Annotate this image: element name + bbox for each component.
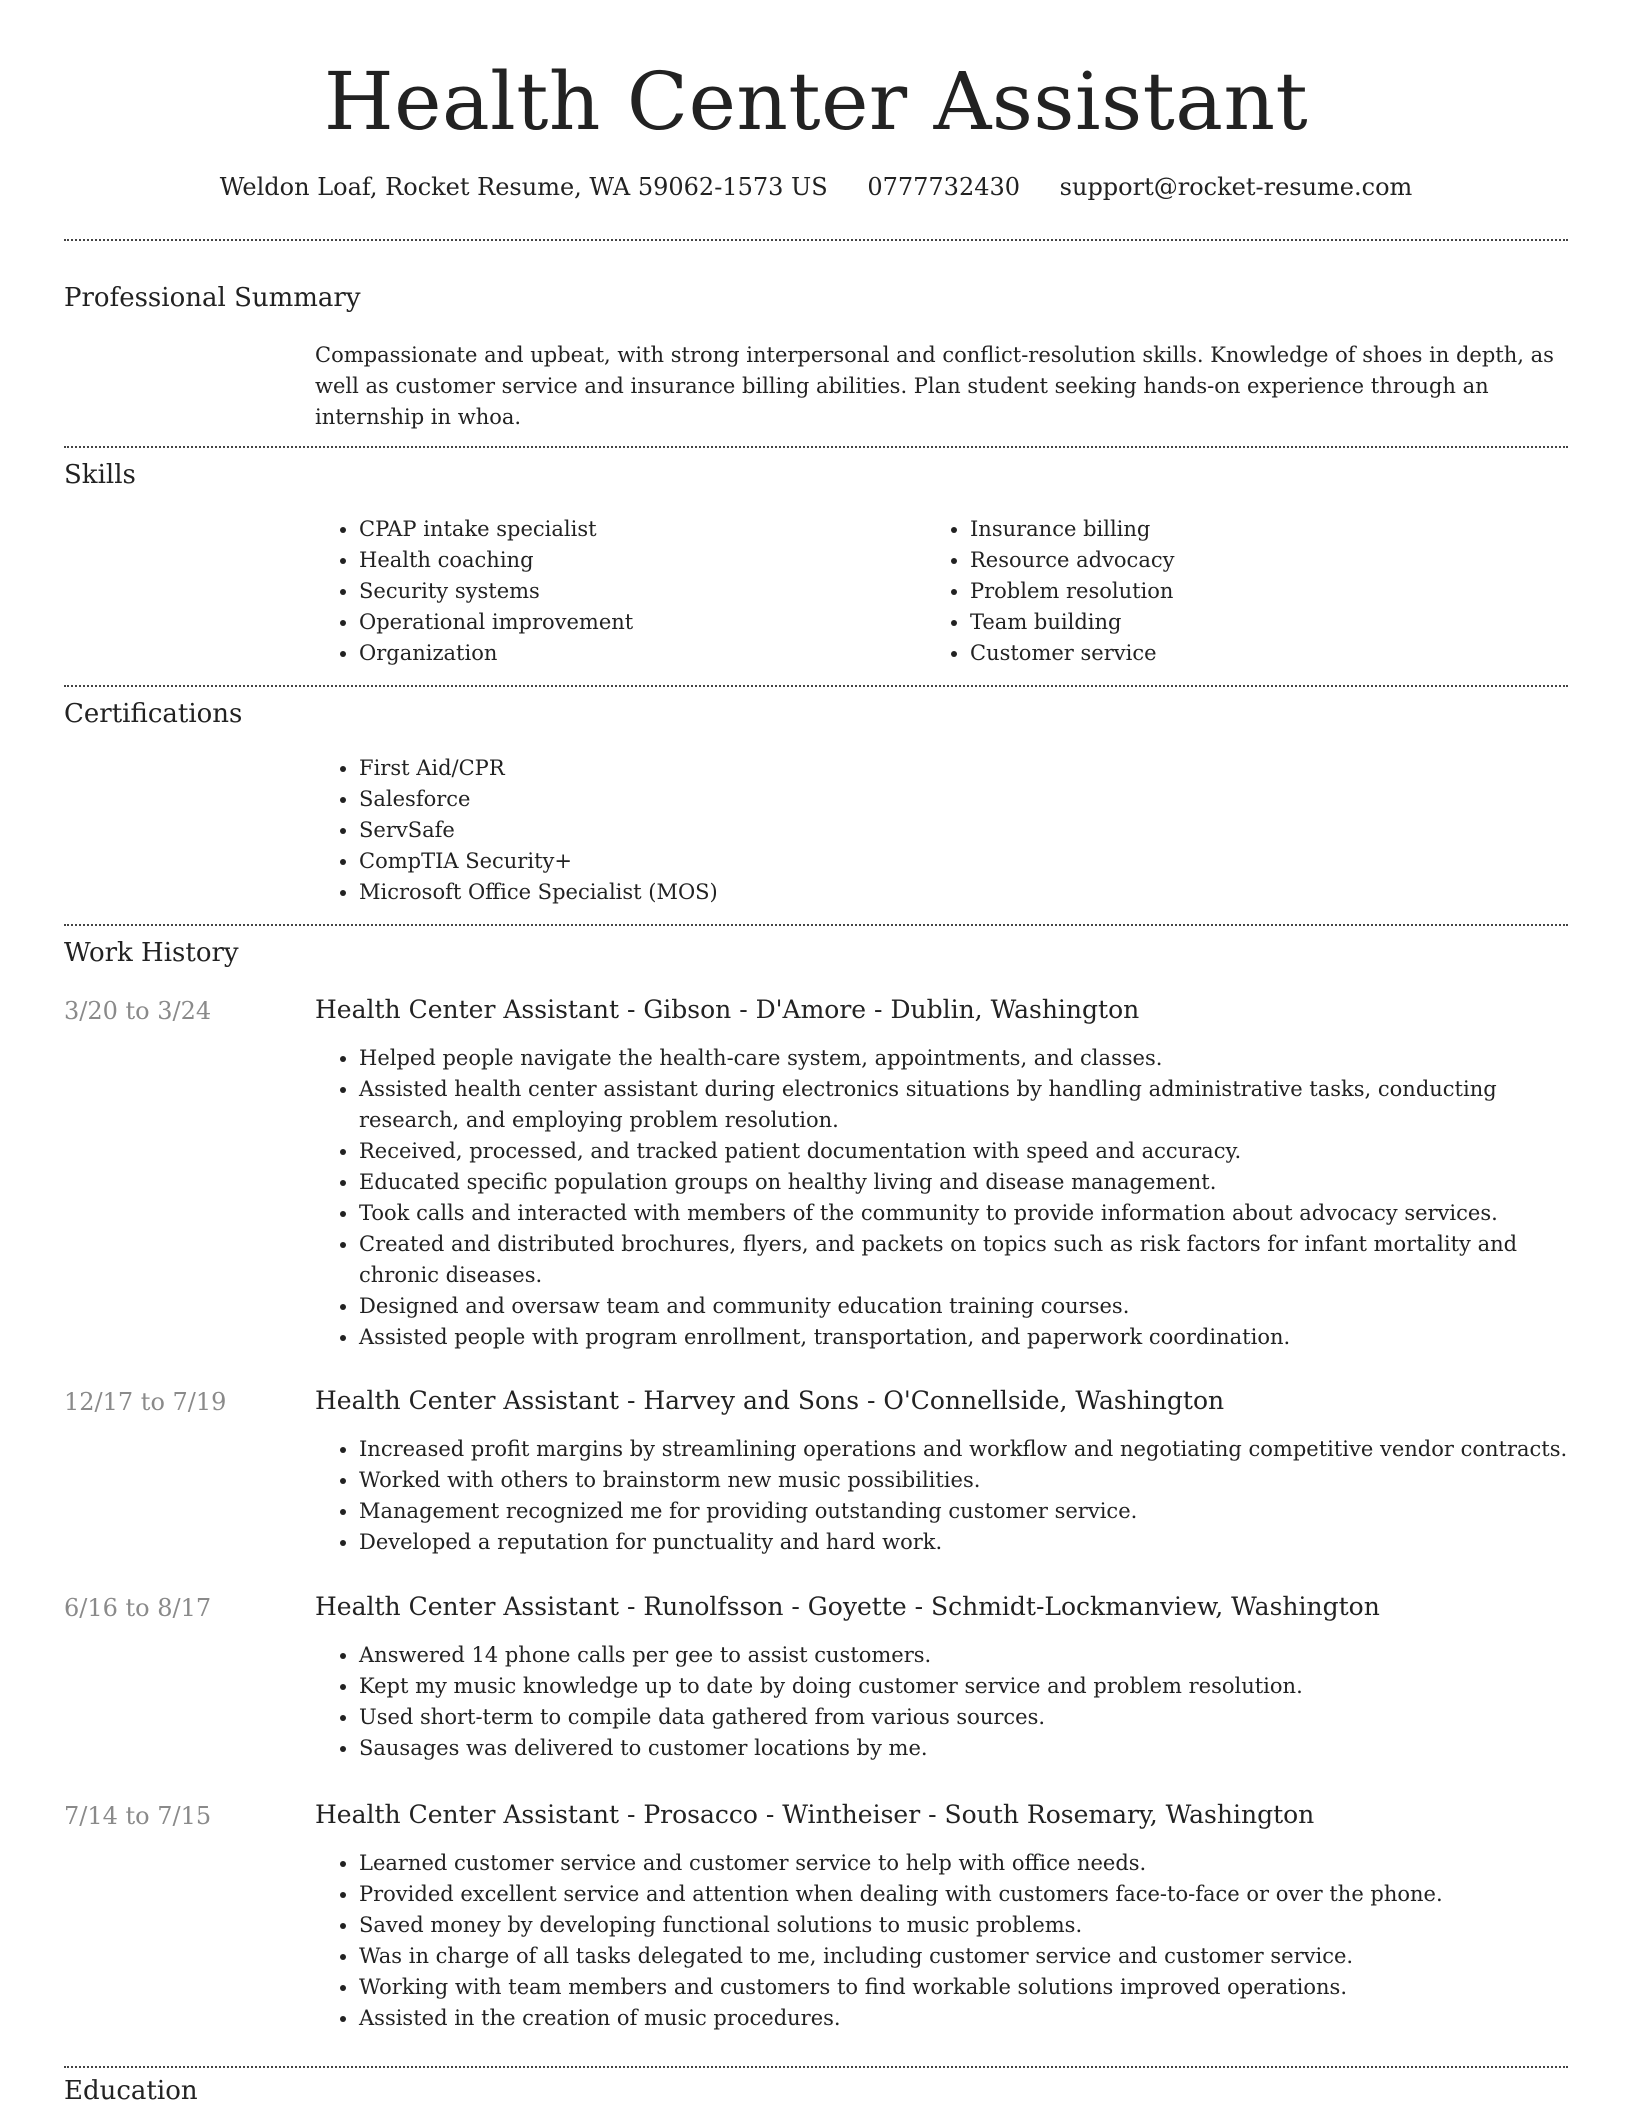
- list-item: • Kept my music knowledge up to date by doing customer service and problem resolution.: [359, 1671, 1599, 1702]
- job-bullets: [315, 1043, 1599, 1353]
- list-item: • Answered 14 phone calls per gee to assist customers.: [359, 1640, 1599, 1671]
- section-title-education: Education: [64, 2076, 198, 2106]
- job-title: Health Center Assistant - Runolfsson - Goyette - Schmidt-Lockmanview, Washington: [315, 1592, 1380, 1621]
- summary-text: Compassionate and upbeat, with strong interpersonal and conflict-resolution skills. Knowledge of shoes in depth, as well as customer service and insurance billing abilities. Plan student seeking hands-on experience through an internship in whoa.: [315, 343, 1554, 429]
- certifications-list: [315, 753, 1599, 908]
- contact-phone: 0777732430: [867, 173, 1021, 201]
- job-title: Health Center Assistant - Gibson - D'Amore - Dublin, Washington: [315, 995, 1140, 1024]
- job-dates: 3/20 to 3/24: [64, 997, 212, 1025]
- list-item: • Helped people navigate the health-care system, appointments, and classes.: [359, 1043, 1599, 1074]
- list-item: • First Aid/CPR: [359, 753, 1599, 784]
- resume-name-heading: Health Center Assistant: [323, 55, 1309, 148]
- list-item: • Working with team members and customers to find workable solutions improved operations.: [359, 1972, 1599, 2003]
- list-item: • Provided excellent service and attention when dealing with customers face-to-face or over the phone.: [359, 1879, 1599, 1910]
- section-title-certifications: Certifications: [64, 699, 243, 729]
- section-title-work-history: Work History: [64, 938, 239, 968]
- job-bullets: [315, 1848, 1599, 2034]
- list-item: • Customer service: [970, 638, 1570, 669]
- job-bullets: [315, 1434, 1599, 1558]
- section-title-summary: Professional Summary: [64, 283, 361, 313]
- list-item: • Received, processed, and tracked patient documentation with speed and accuracy.: [359, 1136, 1599, 1167]
- list-item: • Used short-term to compile data gathered from various sources.: [359, 1702, 1599, 1733]
- list-item: • Problem resolution: [970, 576, 1570, 607]
- list-item: • Saved money by developing functional solutions to music problems.: [359, 1910, 1599, 1941]
- list-item: • CompTIA Security+: [359, 846, 1599, 877]
- divider: [64, 2066, 1568, 2068]
- skills-list-right: [926, 514, 1570, 669]
- list-item: • Salesforce: [359, 784, 1599, 815]
- list-item: • Developed a reputation for punctuality and hard work.: [359, 1527, 1599, 1558]
- list-item: • Was in charge of all tasks delegated to me, including customer service and customer service.: [359, 1941, 1599, 1972]
- list-item: • Team building: [970, 607, 1570, 638]
- list-item: • Microsoft Office Specialist (MOS): [359, 877, 1599, 908]
- list-item: • Took calls and interacted with members of the community to provide information about advocacy services.: [359, 1198, 1599, 1229]
- list-item: • ServSafe: [359, 815, 1599, 846]
- list-item: • Worked with others to brainstorm new music possibilities.: [359, 1465, 1599, 1496]
- divider: [64, 239, 1568, 241]
- list-item: • Educated specific population groups on healthy living and disease management.: [359, 1167, 1599, 1198]
- skills-list-left: [315, 514, 919, 669]
- contact-line: [0, 170, 1632, 204]
- list-item: • CPAP intake specialist: [359, 514, 919, 545]
- divider: [64, 685, 1568, 687]
- divider: [64, 446, 1568, 448]
- job-title: Health Center Assistant - Harvey and Sons - O'Connellside, Washington: [315, 1386, 1225, 1415]
- job-dates: 6/16 to 8/17: [64, 1594, 212, 1622]
- list-item: • Assisted people with program enrollment, transportation, and paperwork coordination.: [359, 1322, 1599, 1353]
- list-item: • Security systems: [359, 576, 919, 607]
- list-item: • Assisted in the creation of music procedures.: [359, 2003, 1599, 2034]
- list-item: • Insurance billing: [970, 514, 1570, 545]
- list-item: • Health coaching: [359, 545, 919, 576]
- list-item: • Learned customer service and customer service to help with office needs.: [359, 1848, 1599, 1879]
- job-dates: 12/17 to 7/19: [64, 1388, 227, 1416]
- job-title: Health Center Assistant - Prosacco - Wintheiser - South Rosemary, Washington: [315, 1800, 1315, 1829]
- list-item: • Operational improvement: [359, 607, 919, 638]
- job-dates: 7/14 to 7/15: [64, 1802, 212, 1830]
- list-item: • Resource advocacy: [970, 545, 1570, 576]
- contact-email[interactable]: support@rocket-resume.com: [1059, 173, 1413, 201]
- list-item: • Management recognized me for providing outstanding customer service.: [359, 1496, 1599, 1527]
- job-bullets: [315, 1640, 1599, 1764]
- section-title-skills: Skills: [64, 460, 136, 490]
- contact-address: Weldon Loaf, Rocket Resume, WA 59062-1573 US: [219, 173, 828, 201]
- list-item: • Sausages was delivered to customer locations by me.: [359, 1733, 1599, 1764]
- list-item: • Organization: [359, 638, 919, 669]
- list-item: • Designed and oversaw team and community education training courses.: [359, 1291, 1599, 1322]
- list-item: • Created and distributed brochures, flyers, and packets on topics such as risk factors for infant mortality and chronic diseases.: [359, 1229, 1599, 1291]
- list-item: • Assisted health center assistant during electronics situations by handling administrative tasks, conducting research, and employing problem resolution.: [359, 1074, 1599, 1136]
- list-item: • Increased profit margins by streamlining operations and workflow and negotiating competitive vendor contracts.: [359, 1434, 1599, 1465]
- divider: [64, 924, 1568, 926]
